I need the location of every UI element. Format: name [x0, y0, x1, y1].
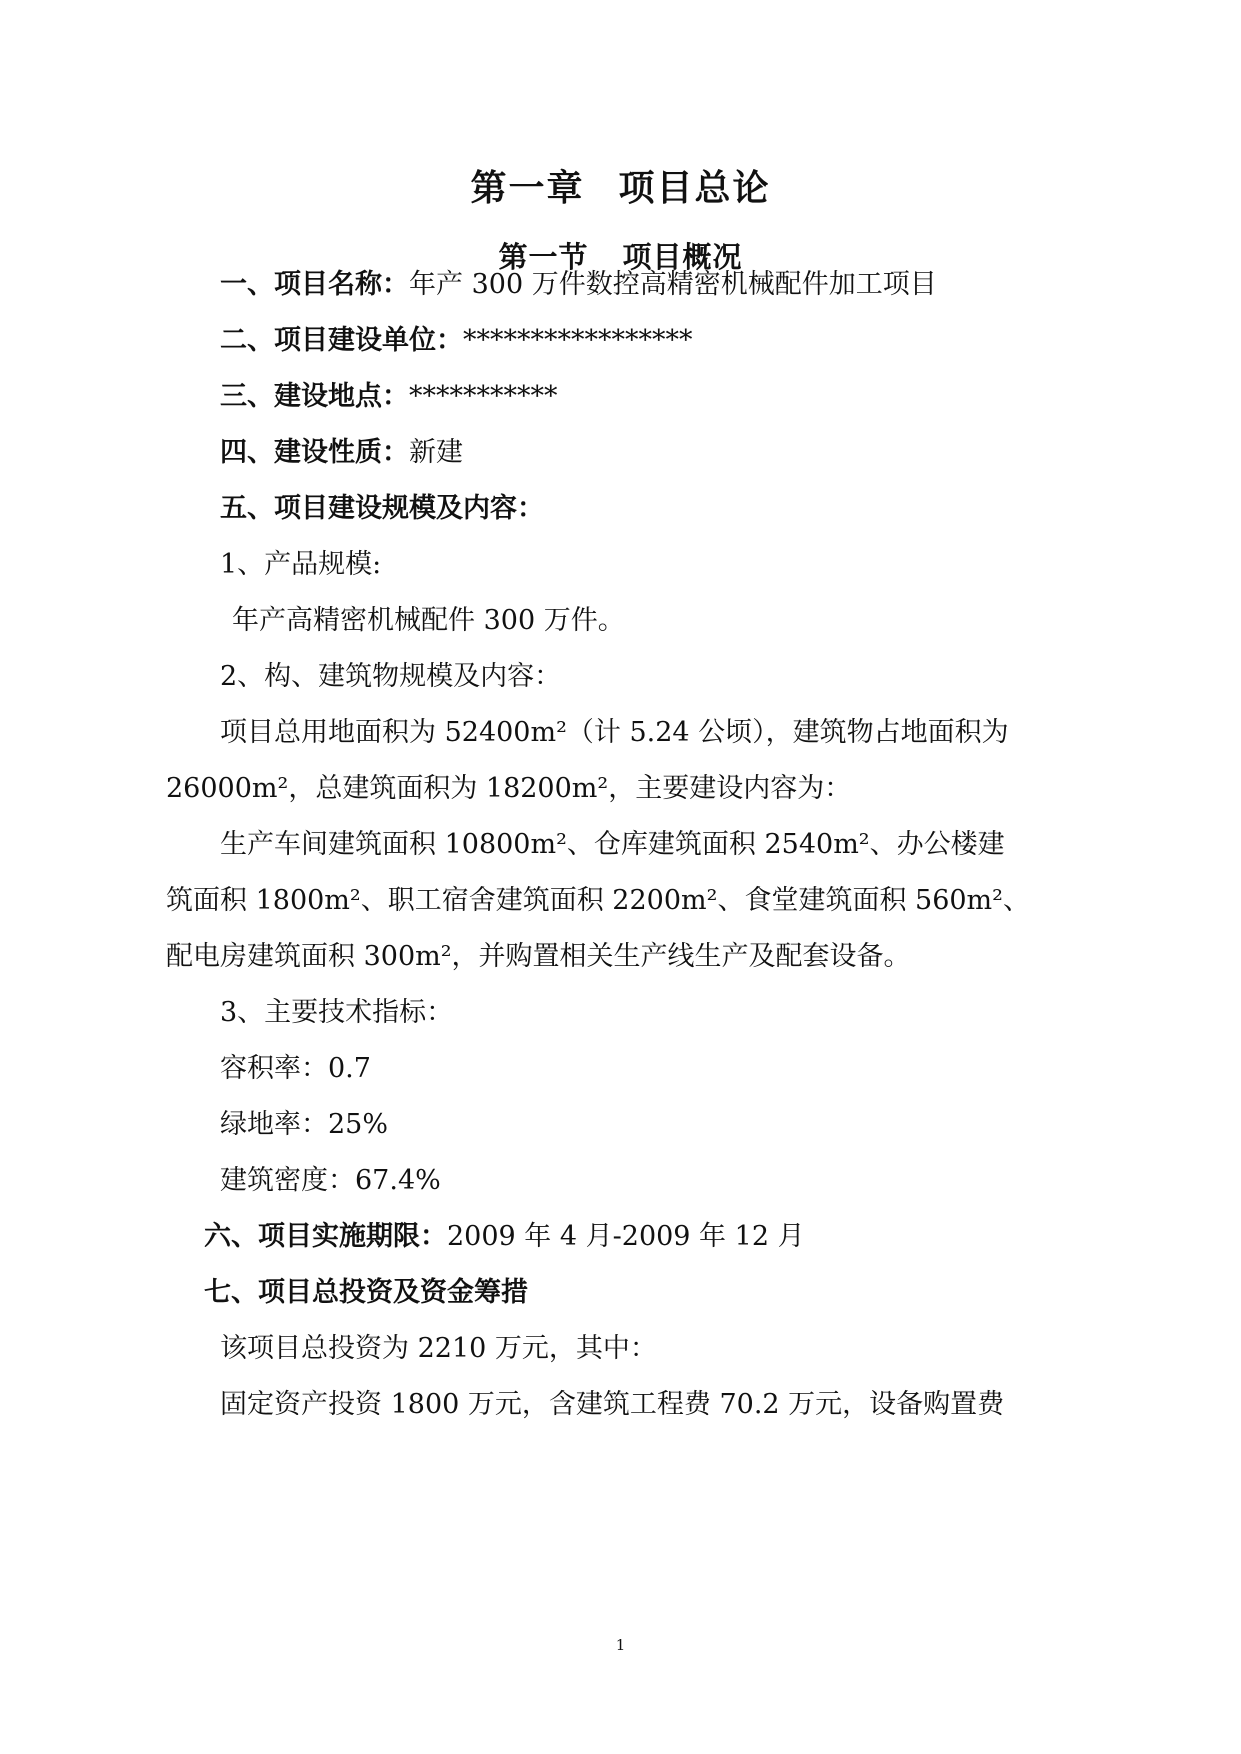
investment-line-2: 固定资产投资 1800 万元，含建筑工程费 70.2 万元，设备购置费: [220, 1389, 1005, 1420]
construction-unit-label: 二、项目建设单位：: [220, 325, 463, 356]
implementation-period-line: [204, 1220, 805, 1254]
construction-location-label: 三、建设地点：: [220, 381, 409, 412]
page-number: 1: [615, 1636, 626, 1654]
green-ratio: 绿地率：25%: [220, 1109, 389, 1140]
tech-indicators-heading: 3、主要技术指标：: [220, 997, 454, 1028]
building-density: 建筑密度：67.4%: [220, 1165, 441, 1196]
construction-nature-line: [220, 436, 463, 470]
investment-line-1: 该项目总投资为 2210 万元，其中：: [220, 1333, 657, 1364]
building-paragraph-line-4: 筑面积 1800m²、职工宿舍建筑面积 2200m²、食堂建筑面积 560m²、: [166, 885, 1030, 916]
implementation-period-label: 六、项目实施期限：: [204, 1221, 447, 1252]
construction-location-value: ***********: [409, 381, 558, 412]
construction-nature-value: 新建: [409, 437, 463, 468]
chapter-title: [0, 160, 1241, 211]
product-scale-heading: 1、产品规模:: [220, 549, 382, 580]
project-name-label: 一、项目名称：: [220, 269, 409, 300]
chapter-name: 项目总论: [618, 167, 771, 209]
section-name: 项目概况: [622, 240, 743, 274]
building-paragraph-line-2: 26000m²，总建筑面积为 18200m²，主要建设内容为：: [166, 773, 852, 804]
scale-heading: 五、项目建设规模及内容：: [220, 493, 544, 524]
investment-heading: 七、项目总投资及资金筹措: [204, 1277, 528, 1308]
implementation-period-value: 2009 年 4 月-2009 年 12 月: [447, 1221, 805, 1252]
building-paragraph-line-5: 配电房建筑面积 300m²，并购置相关生产线生产及配套设备。: [166, 941, 911, 972]
project-name-value: 年产 300 万件数控高精密机械配件加工项目: [409, 269, 937, 300]
construction-location-line: [220, 380, 558, 414]
construction-nature-label: 四、建设性质：: [220, 437, 409, 468]
construction-unit-value: *****************: [463, 325, 693, 356]
building-paragraph-line-1: 项目总用地面积为 52400m²（计 5.24 公顷），建筑物占地面积为: [220, 717, 1009, 748]
project-name-line: [220, 268, 937, 302]
plot-ratio: 容积率：0.7: [220, 1053, 371, 1084]
construction-unit-line: [220, 324, 693, 358]
section-number: 第一节: [498, 240, 589, 274]
building-heading: 2、构、建筑物规模及内容：: [220, 661, 562, 692]
building-paragraph-line-3: 生产车间建筑面积 10800m²、仓库建筑面积 2540m²、办公楼建: [220, 829, 1005, 860]
chapter-number: 第一章: [470, 167, 585, 209]
product-scale-text: 年产高精密机械配件 300 万件。: [232, 605, 625, 636]
